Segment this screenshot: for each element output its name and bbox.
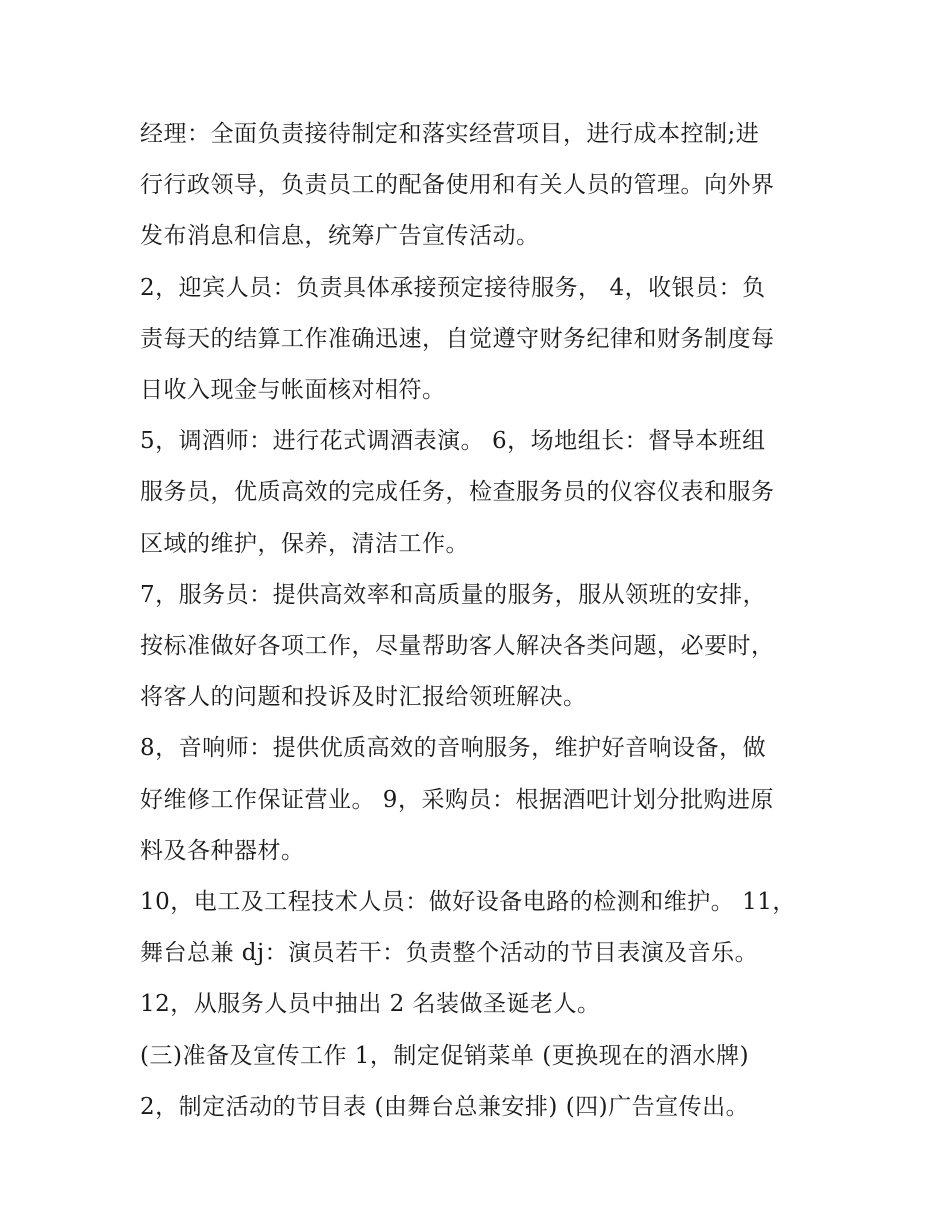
text-line: 2，制定活动的节目表 (由舞台总兼安排) (四)广告宣传出。 — [140, 1093, 750, 1120]
text-line: 行行政领导，负责员工的配备使用和有关人员的管理。向外界 — [140, 172, 775, 199]
text-line: 料及各种器材。 — [140, 837, 305, 864]
text-line: 发布消息和信息，统筹广告宣传活动。 — [140, 223, 540, 250]
text-line: 将客人的问题和投诉及时汇报给领班解决。 — [140, 684, 587, 711]
text-line: 5，调酒师：进行花式调酒表演。 6，场地组长：督导本班组 — [140, 428, 766, 455]
text-line: 10，电工及工程技术人员：做好设备电路的检测和维护。 11， — [140, 889, 796, 916]
document-body — [140, 109, 830, 1133]
text-line: 按标准做好各项工作，尽量帮助客人解决各类问题，必要时， — [140, 633, 775, 660]
text-line: 好维修工作保证营业。 9，采购员：根据酒吧计划分批购进原 — [140, 786, 774, 813]
text-line: 舞台总兼 dj：演员若干：负责整个活动的节目表演及音乐。 — [140, 940, 759, 967]
text-line: 2，迎宾人员：负责具体承接预定接待服务， 4，收银员：负 — [140, 274, 766, 301]
text-line: (三)准备及宣传工作 1，制定促销菜单 (更换现在的酒水牌) — [140, 1042, 750, 1069]
text-line: 责每天的结算工作准确迅速，自觉遵守财务纪律和财务制度每 — [140, 325, 775, 352]
text-line: 12，从服务人员中抽出 2 名装做圣诞老人。 — [140, 991, 601, 1018]
text-line: 8，音响师：提供优质高效的音响服务，维护好音响设备，做 — [140, 735, 767, 762]
text-line: 服务员，优质高效的完成任务，检查服务员的仪容仪表和服务 — [140, 479, 775, 506]
text-line: 区域的维护，保养，清洁工作。 — [140, 530, 469, 557]
text-line: 7，服务员：提供高效率和高质量的服务，服从领班的安排， — [140, 581, 767, 608]
text-line: 日收入现金与帐面核对相符。 — [140, 377, 446, 404]
text-line: 经理：全面负责接待制定和落实经营项目，进行成本控制;进 — [140, 121, 760, 147]
